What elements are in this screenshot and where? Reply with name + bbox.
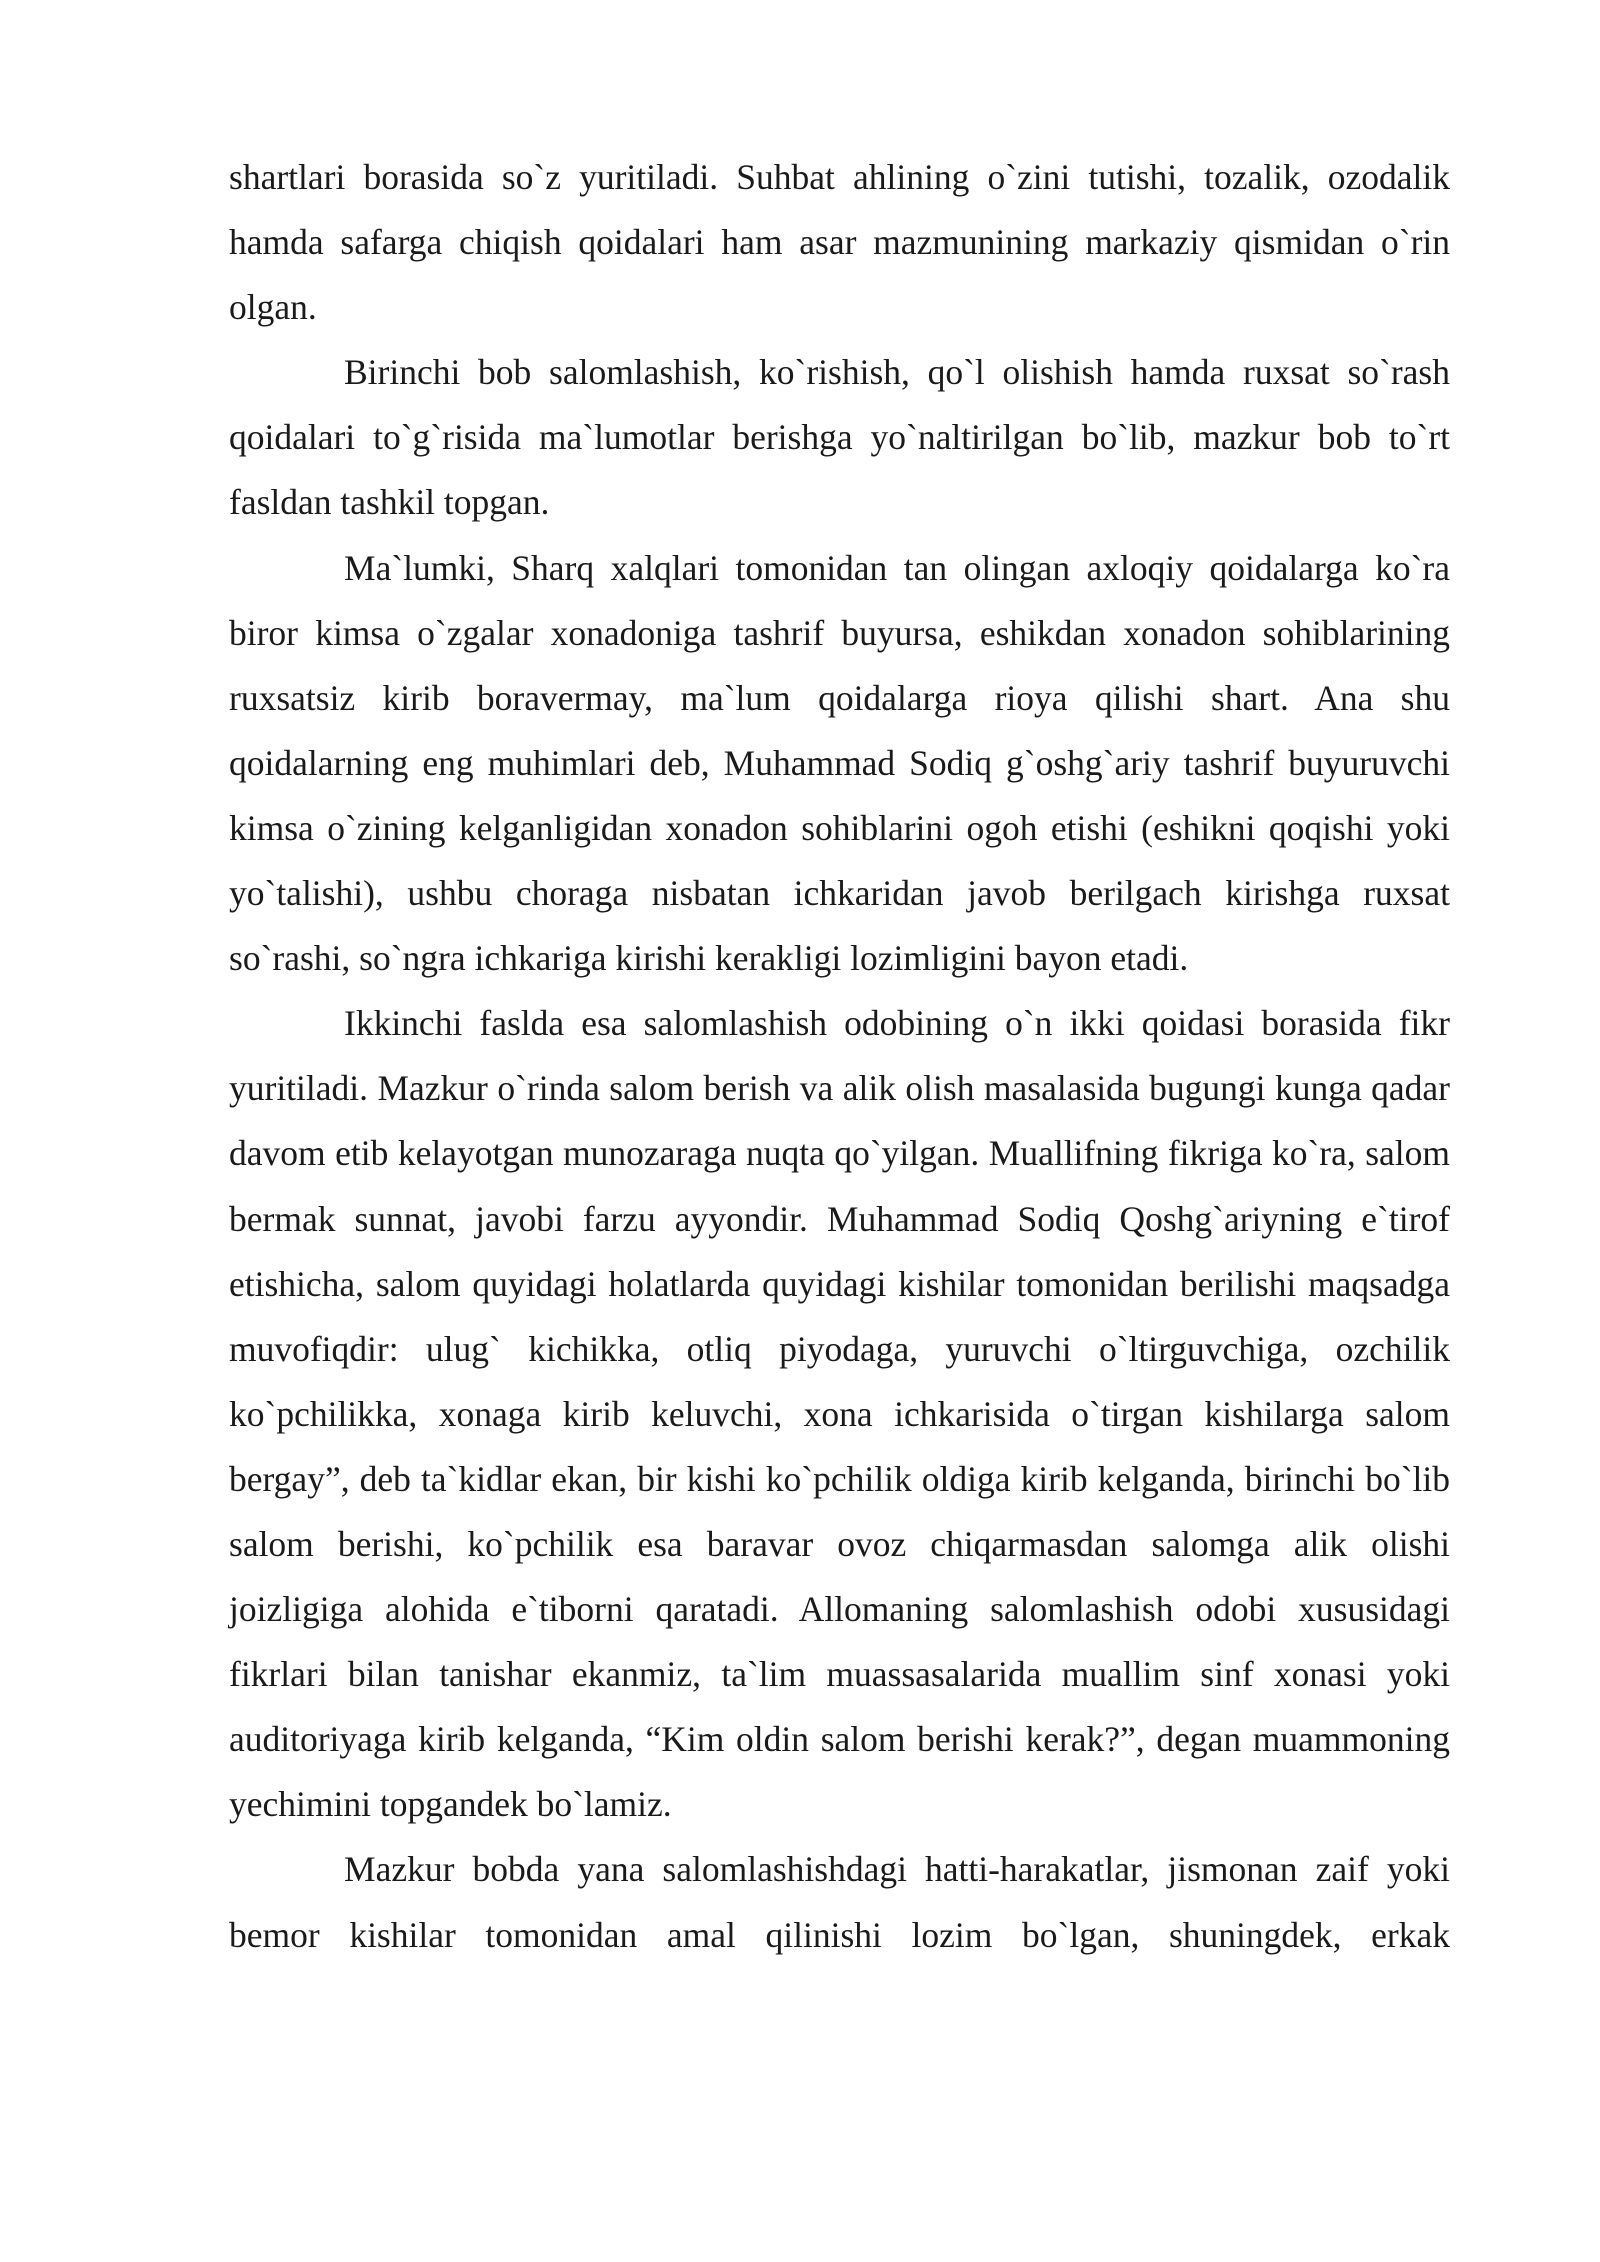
paragraph-3: Ma`lumki, Sharq xalqlari tomonidan tan olingan axloqiy qoidalarga ko`ra biror kimsa o`zgalar xonadoniga tashrif buyursa, eshikdan xonadon sohiblarining ruxsatsiz kirib boravermay, ma`lum qoidalarga rioya qilishi shart. Ana shu qoidalarning eng muhimlari deb, Muhammad Sodiq g`oshg`ariy tashrif buyuruvchi kimsa o`zining kelganligidan xonadon sohiblarini ogoh etishi (eshikni qoqishi yoki yo`talishi), ushbu choraga nisbatan ichkaridan javob berilgach kirishga ruxsat so`rashi, so`ngra ichkariga kirishi kerakligi lozimligini bayon etadi. — [229, 547, 1450, 979]
document-text — [229, 145, 1450, 1968]
paragraph-2: Birinchi bob salomlashish, ko`rishish, qo`l olishish hamda ruxsat so`rash qoidalari to`g`risida ma`lumotlar berishga yo`naltirilgan bo`lib, mazkur bob to`rt fasldan tashkil topgan. — [229, 352, 1450, 523]
paragraph-4: Ikkinchi faslda esa salomlashish odobining o`n ikki qoidasi borasida fikr yuritiladi. Mazkur o`rinda salom berish va alik olish masalasida bugungi kunga qadar davom etib kelayotgan munozaraga nuqta qo`yilgan. Muallifning fikriga ko`ra, salom bermak sunnat, javobi farzu ayyondir. Muhammad Sodiq Qoshg`ariyning e`tirof etishicha, salom quyidagi holatlarda quyidagi kishilar tomonidan berilishi maqsadga muvofiqdir: ulug` kichikka, otliq piyodaga, yuruvchi o`ltirguvchiga, ozchilik ko`pchilikka, xonaga kirib keluvchi, xona ichkarisida o`tirgan kishilarga salom bergay”, deb ta`kidlar ekan, bir kishi ko`pchilik oldiga kirib kelganda, birinchi bo`lib salom berishi, ko`pchilik esa baravar ovoz chiqarmasdan salomga alik olishi joizligiga alohida e`tiborni qaratadi. Allomaning salomlashish odobi xususidagi fikrlari bilan tanishar ekanmiz, ta`lim muassasalarida muallim sinf xonasi yoki auditoriyaga kirib kelganda, “Kim oldin salom berishi kerak?”, degan muammoning yechimini topgandek bo`lamiz. — [229, 1003, 1450, 1825]
paragraph-1: shartlari borasida so`z yuritiladi. Suhbat ahlining o`zini tutishi, tozalik, ozodalik hamda safarga chiqish qoidalari ham asar mazmunining markaziy qismidan o`rin olgan. — [229, 157, 1450, 328]
paragraph-5: Mazkur bobda yana salomlashishdagi hatti-harakatlar, jismonan zaif yoki bemor kishilar tomonidan amal qilinishi lozim bo`lgan, shuningdek, erkak — [229, 1849, 1450, 1955]
